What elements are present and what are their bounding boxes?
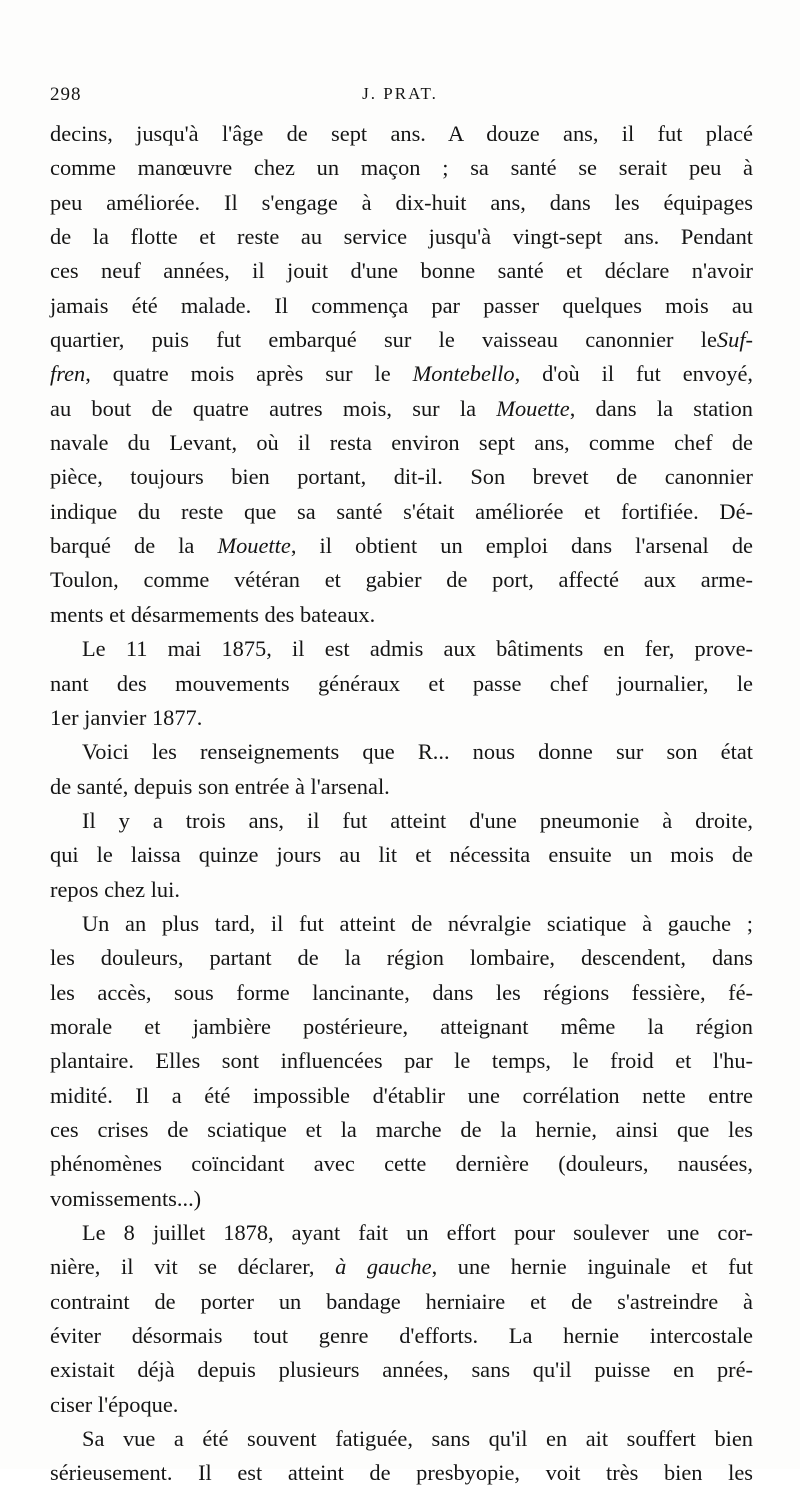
text-line (50, 701, 753, 735)
line-text: sérieusement. Il est atteint de presbyopie, voit très bien les (50, 1460, 753, 1486)
text-line (50, 186, 753, 220)
line-text: au bout de quatre autres mois, sur la (50, 395, 497, 421)
text-line (50, 1113, 753, 1147)
text-line (50, 1182, 753, 1216)
line-text: existait déjà depuis plusieurs années, sans qu'il puisse en pré- (50, 1357, 753, 1383)
line-text: jamais été malade. Il commença par passer quelques mois au (50, 292, 753, 318)
italic-text: Mouette (217, 533, 291, 559)
line-text: comme manœuvre chez un maçon ; sa santé se serait peu à (50, 155, 753, 181)
line-text: Le 11 mai 1875, il est admis aux bâtiments en fer, prove- (82, 636, 753, 662)
line-text: decins, jusqu'à l'âge de sept ans. A douze ans, il fut placé (50, 121, 753, 146)
text-line (50, 1353, 753, 1387)
text-line (50, 632, 753, 666)
text-line (50, 392, 753, 426)
line-text: navale du Levant, où il resta environ sept ans, comme chef de (50, 430, 753, 456)
line-text: ces neuf années, il jouit d'une bonne santé et déclare n'avoir (50, 258, 753, 284)
line-text: nière, il vit se déclarer, (50, 1254, 336, 1280)
line-text: , dans la station (569, 395, 753, 421)
text-line (50, 873, 753, 907)
line-text: midité. Il a été impossible d'établir une corrélation nette entre (50, 1082, 753, 1108)
line-text: , une hernie inguinale et fut (431, 1254, 753, 1280)
text-line (50, 357, 753, 391)
line-text: Toulon, comme vétéran et gabier de port, affecté aux arme- (50, 567, 753, 593)
text-line (50, 1456, 753, 1490)
text-line (50, 563, 753, 597)
text-line (50, 460, 753, 494)
text-line (50, 598, 753, 632)
text-line (50, 667, 753, 701)
running-head: J. PRAT. (362, 84, 438, 103)
italic-text: Montebello (412, 361, 515, 387)
line-text: contraint de porter un bandage herniaire et de s'astreindre à (50, 1288, 753, 1314)
line-text: de santé, depuis son entrée à l'arsenal. (50, 773, 390, 799)
text-line (50, 289, 753, 323)
line-text: indique du reste que sa santé s'était améliorée et fortifiée. Dé- (50, 498, 753, 524)
line-text: barqué de la (50, 533, 218, 559)
text-line (50, 1422, 753, 1456)
text-line (50, 941, 753, 975)
text-line (50, 1079, 753, 1113)
line-text: ces crises de sciatique et la marche de la hernie, ainsi que les (50, 1116, 753, 1142)
body-text (50, 117, 753, 1491)
text-line (50, 1250, 753, 1284)
line-text: ciser l'époque. (50, 1391, 179, 1417)
line-text: vomissements...) (50, 1185, 202, 1211)
line-text: , quatre mois après sur le (85, 361, 413, 387)
text-line (50, 220, 753, 254)
italic-text: à gauche (335, 1254, 432, 1280)
page-header (50, 84, 750, 114)
line-text: plantaire. Elles sont influencées par le temps, le froid et l'hu- (50, 1048, 753, 1074)
text-line (50, 529, 753, 563)
line-text: quartier, puis fut embarqué sur le vaisseau canonnier le (50, 327, 717, 353)
text-line (50, 976, 753, 1010)
text-line (50, 1319, 753, 1353)
line-text: nant des mouvements généraux et passe chef journalier, le (50, 670, 753, 696)
text-line (50, 1147, 753, 1181)
text-line (50, 1216, 753, 1250)
text-line (50, 838, 753, 872)
line-text: repos chez lui. (50, 876, 180, 902)
line-text: phénomènes coïncidant avec cette dernière (douleurs, nausées, (50, 1151, 753, 1177)
text-line (50, 151, 753, 185)
line-text: , d'où il fut envoyé, (514, 361, 753, 387)
line-text: morale et jambière postérieure, atteignant même la région (50, 1013, 753, 1039)
text-line (50, 735, 753, 769)
text-line (50, 117, 753, 151)
line-text: ments et désarmements des bateaux. (50, 601, 376, 627)
text-line (50, 254, 753, 288)
text-line (50, 426, 753, 460)
page-number: 298 (50, 84, 82, 105)
italic-text: fren (50, 361, 86, 387)
text-line (50, 804, 753, 838)
line-text: les douleurs, partant de la région lombaire, descendent, dans (50, 945, 753, 971)
text-line (50, 1044, 753, 1078)
line-text: qui le laissa quinze jours au lit et nécessita ensuite un mois de (50, 842, 753, 868)
line-text: 1er janvier 1877. (50, 704, 203, 730)
text-line (50, 495, 753, 529)
text-line (50, 1010, 753, 1044)
text-line (50, 323, 753, 357)
text-line (50, 1388, 753, 1422)
line-text: de la flotte et reste au service jusqu'à vingt-sept ans. Pendant (50, 224, 753, 250)
line-text: peu améliorée. Il s'engage à dix-huit ans, dans les équipages (50, 189, 753, 215)
text-line (50, 770, 753, 804)
line-text: Il y a trois ans, il fut atteint d'une pneumonie à droite, (82, 807, 753, 833)
line-text: Un an plus tard, il fut atteint de névralgie sciatique à gauche ; (82, 910, 753, 936)
line-text: Voici les renseignements que R... nous donne sur son état (82, 739, 753, 765)
italic-text: Mouette (496, 395, 570, 421)
line-text: Le 8 juillet 1878, ayant fait un effort pour soulever une cor- (82, 1220, 753, 1245)
italic-text: Suf- (716, 327, 753, 353)
line-text: pièce, toujours bien portant, dit-il. Son brevet de canonnier (50, 464, 753, 490)
line-text: , il obtient un emploi dans l'arsenal de (290, 533, 753, 559)
text-line (50, 907, 753, 941)
line-text: les accès, sous forme lancinante, dans les régions fessière, fé- (50, 979, 753, 1005)
line-text: Sa vue a été souvent fatiguée, sans qu'il en ait souffert bien (82, 1426, 753, 1452)
text-line (50, 1285, 753, 1319)
line-text: éviter désormais tout genre d'efforts. La hernie intercostale (50, 1323, 753, 1349)
